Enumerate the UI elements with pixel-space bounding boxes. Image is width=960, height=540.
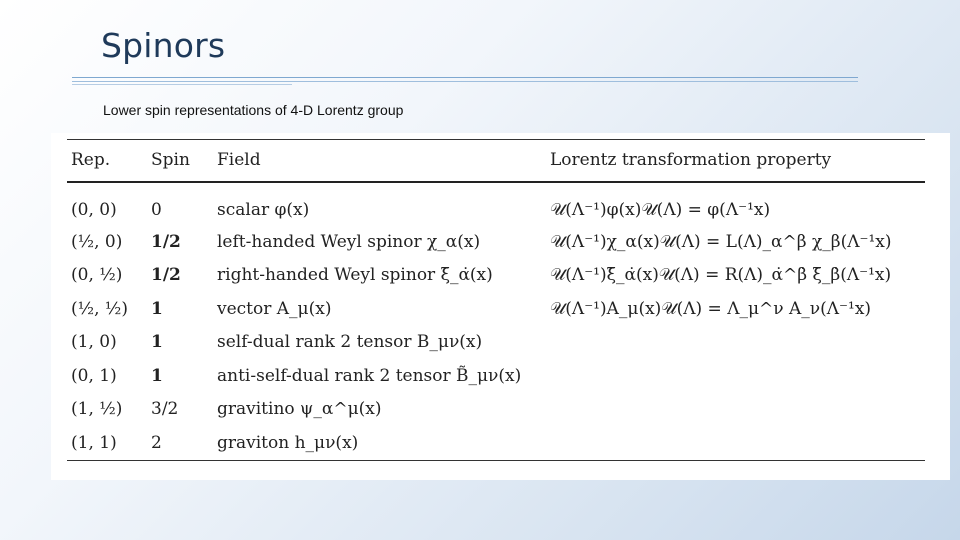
- header-rep: Rep.: [67, 140, 147, 183]
- cell-rep: (0, ½): [71, 265, 123, 286]
- table-row: [67, 393, 925, 427]
- table-row: [67, 326, 925, 360]
- cell-lorentz: [546, 326, 925, 360]
- cell-spin: 1: [151, 332, 163, 353]
- cell-rep: (1, 0): [71, 332, 117, 353]
- title-divider: [72, 77, 858, 85]
- cell-lorentz: 𝒰(Λ⁻¹)A_μ(x)𝒰(Λ) = Λ_μ^ν A_ν(Λ⁻¹x): [550, 298, 872, 319]
- header-spin: Spin: [147, 140, 213, 183]
- representations-table-panel: [51, 133, 950, 480]
- representations-table: [67, 139, 925, 461]
- cell-field: anti-self-dual rank 2 tensor B̃_μν(x): [217, 365, 522, 386]
- cell-spin: 2: [147, 426, 213, 460]
- cell-lorentz: 𝒰(Λ⁻¹)ξ̄_α̇(x)𝒰(Λ) = R(Λ)_α̇^β̇ ξ̄_β̇(Λ⁻¹x): [550, 265, 892, 286]
- table-row: [67, 225, 925, 259]
- table-row: [67, 182, 925, 225]
- cell-lorentz: [546, 393, 925, 427]
- cell-spin: 1: [151, 298, 163, 319]
- slide-title: Spinors: [101, 26, 226, 65]
- cell-spin: 3/2: [151, 399, 179, 420]
- header-field: Field: [213, 140, 546, 183]
- cell-lorentz: 𝒰(Λ⁻¹)χ_α(x)𝒰(Λ) = L(Λ)_α^β χ_β(Λ⁻¹x): [550, 231, 892, 252]
- table-row: [67, 359, 925, 393]
- cell-rep: (½, ½): [71, 298, 129, 319]
- cell-spin: 1/2: [151, 265, 181, 286]
- cell-spin: 1: [151, 365, 163, 386]
- cell-rep: (1, 1): [67, 426, 147, 460]
- cell-lorentz: [546, 426, 925, 460]
- cell-field: right-handed Weyl spinor ξ̄_α̇(x): [217, 265, 493, 286]
- cell-rep: (1, ½): [71, 399, 123, 420]
- cell-field: scalar φ(x): [217, 200, 310, 220]
- header-lorentz: Lorentz transformation property: [546, 140, 925, 183]
- cell-field: left-handed Weyl spinor χ_α(x): [217, 231, 481, 252]
- table-row: [67, 259, 925, 293]
- cell-field: self-dual rank 2 tensor B_μν(x): [217, 332, 483, 353]
- cell-field: vector A_μ(x): [217, 298, 332, 319]
- cell-lorentz: 𝒰(Λ⁻¹)φ(x)𝒰(Λ) = φ(Λ⁻¹x): [550, 200, 771, 220]
- table-row: [67, 426, 925, 460]
- cell-rep: (0, 0): [71, 200, 117, 220]
- cell-spin: 0: [151, 200, 162, 220]
- table-row: [67, 292, 925, 326]
- cell-field: graviton h_μν(x): [213, 426, 546, 460]
- cell-rep: (0, 1): [71, 365, 117, 386]
- table-header-row: [67, 140, 925, 183]
- cell-lorentz: [546, 359, 925, 393]
- slide-subtitle: Lower spin representations of 4-D Lorentz group: [103, 102, 404, 118]
- cell-rep: (½, 0): [71, 231, 123, 252]
- cell-field: gravitino ψ_α^μ(x): [217, 399, 382, 420]
- cell-spin: 1/2: [151, 231, 181, 252]
